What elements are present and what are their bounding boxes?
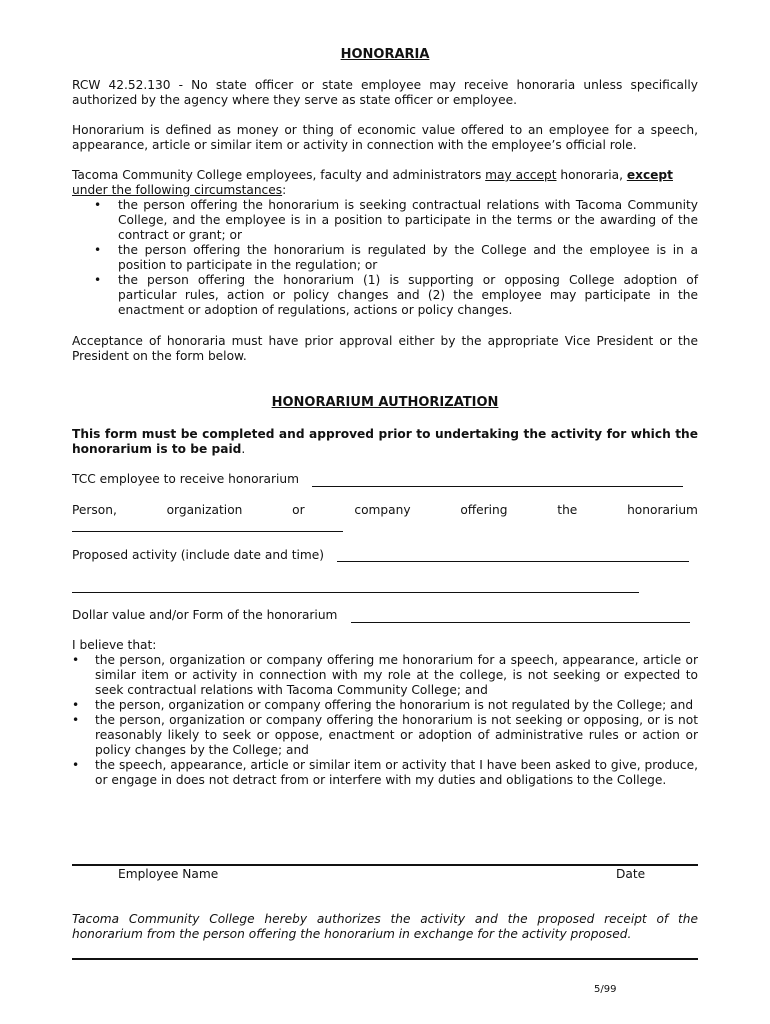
belief-intro: I believe that: xyxy=(72,638,157,652)
employee-name-label: Employee Name xyxy=(118,867,219,881)
value-field-line[interactable] xyxy=(351,622,690,623)
page-heading: HONORARIA xyxy=(340,47,430,62)
offering-field-line[interactable] xyxy=(72,531,343,532)
activity-field-line[interactable] xyxy=(337,561,689,562)
approver-signature-line[interactable] xyxy=(72,958,698,960)
may-accept-text: may accept xyxy=(485,168,557,182)
list-item-text: the person, organization or company offering the honorarium is not seeking or opposing, or is not reasonably likely to seek or oppose, enactment or adoption of administrative rules or action or policy changes by the College; and xyxy=(95,713,698,757)
except-text: except xyxy=(626,168,673,182)
belief-section xyxy=(72,638,698,788)
approval-paragraph: Acceptance of honoraria must have prior approval either by the appropriate Vice President or the President on the form below. xyxy=(72,334,698,363)
bullet-icon: • xyxy=(94,273,102,287)
instruction-period: . xyxy=(241,442,246,456)
list-item xyxy=(72,698,698,713)
belief-list xyxy=(72,653,698,788)
authorization-heading: HONORARIUM AUTHORIZATION xyxy=(271,395,499,410)
policy-intro xyxy=(72,168,698,198)
list-item-text: the person offering the honorarium is regulated by the College and the employee is in a position to participate in the regulation; or xyxy=(118,243,698,272)
policy-list xyxy=(72,198,698,318)
activity-field-line-2[interactable] xyxy=(72,592,639,593)
label-word: company xyxy=(354,503,411,517)
list-item-text: the person, organization or company offering me honorarium for a speech, appearance, article or similar item or activity in connection with my role at the college, is not seeking or expected to seek contractual relations with Tacoma Community College; and xyxy=(95,653,698,697)
offering-field-label xyxy=(72,503,698,517)
instruction-text: This form must be completed and approved prior to undertaking the activity for which the honorarium is to be paid xyxy=(72,427,698,456)
date-label: Date xyxy=(616,867,646,881)
list-item-text: the person offering the honorarium is seeking contractual relations with Tacoma Community College, and the employee is in a position to participate in the terms or the awarding of the contract or grant; or xyxy=(118,198,698,242)
label-word: organization xyxy=(166,503,243,517)
list-item-text: the person offering the honorarium (1) is supporting or opposing College adoption of particular rules, action or policy changes and (2) the employee may participate in the enactment or adoption of regulations, actions or policy changes. xyxy=(118,273,698,317)
bullet-icon: • xyxy=(94,198,102,212)
list-item-text: the speech, appearance, article or similar item or activity that I have been asked to give, produce, or engage in does not detract from or interfere with my duties and obligations to the College. xyxy=(95,758,698,787)
employee-signature-line[interactable] xyxy=(72,864,698,866)
list-item xyxy=(72,198,698,243)
form-revision-code: 5/99 xyxy=(594,984,617,995)
circumstances-text: under the following circumstances xyxy=(72,183,283,197)
authorization-instruction xyxy=(72,427,698,457)
label-word: offering xyxy=(460,503,508,517)
label-word: the xyxy=(557,503,578,517)
bullet-icon: • xyxy=(94,243,102,257)
label-word: honorarium xyxy=(627,503,698,517)
list-item xyxy=(72,713,698,758)
colon-text: : xyxy=(282,183,287,197)
list-item xyxy=(72,758,698,788)
bullet-icon: • xyxy=(72,653,80,667)
definition-paragraph: Honorarium is defined as money or thing of economic value offered to an employee for a speech, appearance, article or similar item or activity in connection with the employee’s official role. xyxy=(72,123,698,152)
policy-intro-middle: honoraria, xyxy=(556,168,627,182)
list-item xyxy=(72,273,698,318)
list-item xyxy=(72,653,698,698)
activity-field-label: Proposed activity (include date and time) xyxy=(72,548,325,562)
bullet-icon: • xyxy=(72,713,80,727)
policy-section xyxy=(72,168,698,318)
list-item xyxy=(72,243,698,273)
bullet-icon: • xyxy=(72,758,80,772)
rcw-paragraph: RCW 42.52.130 - No state officer or state employee may receive honoraria unless specifically authorized by the agency where they serve as state officer or employee. xyxy=(72,78,698,107)
list-item-text: the person, organization or company offering the honorarium is not regulated by the College; and xyxy=(95,698,694,712)
policy-intro-before: Tacoma Community College employees, faculty and administrators xyxy=(72,168,486,182)
label-word: or xyxy=(292,503,305,517)
value-field-label: Dollar value and/or Form of the honorarium xyxy=(72,608,338,622)
bullet-icon: • xyxy=(72,698,80,712)
label-word: Person, xyxy=(72,503,117,517)
employee-field-label: TCC employee to receive honorarium xyxy=(72,472,300,486)
college-authorization-text: Tacoma Community College hereby authorizes the activity and the proposed receipt of the honorarium from the person offering the honorarium in exchange for the activity proposed. xyxy=(72,912,698,941)
employee-field-line[interactable] xyxy=(312,486,683,487)
